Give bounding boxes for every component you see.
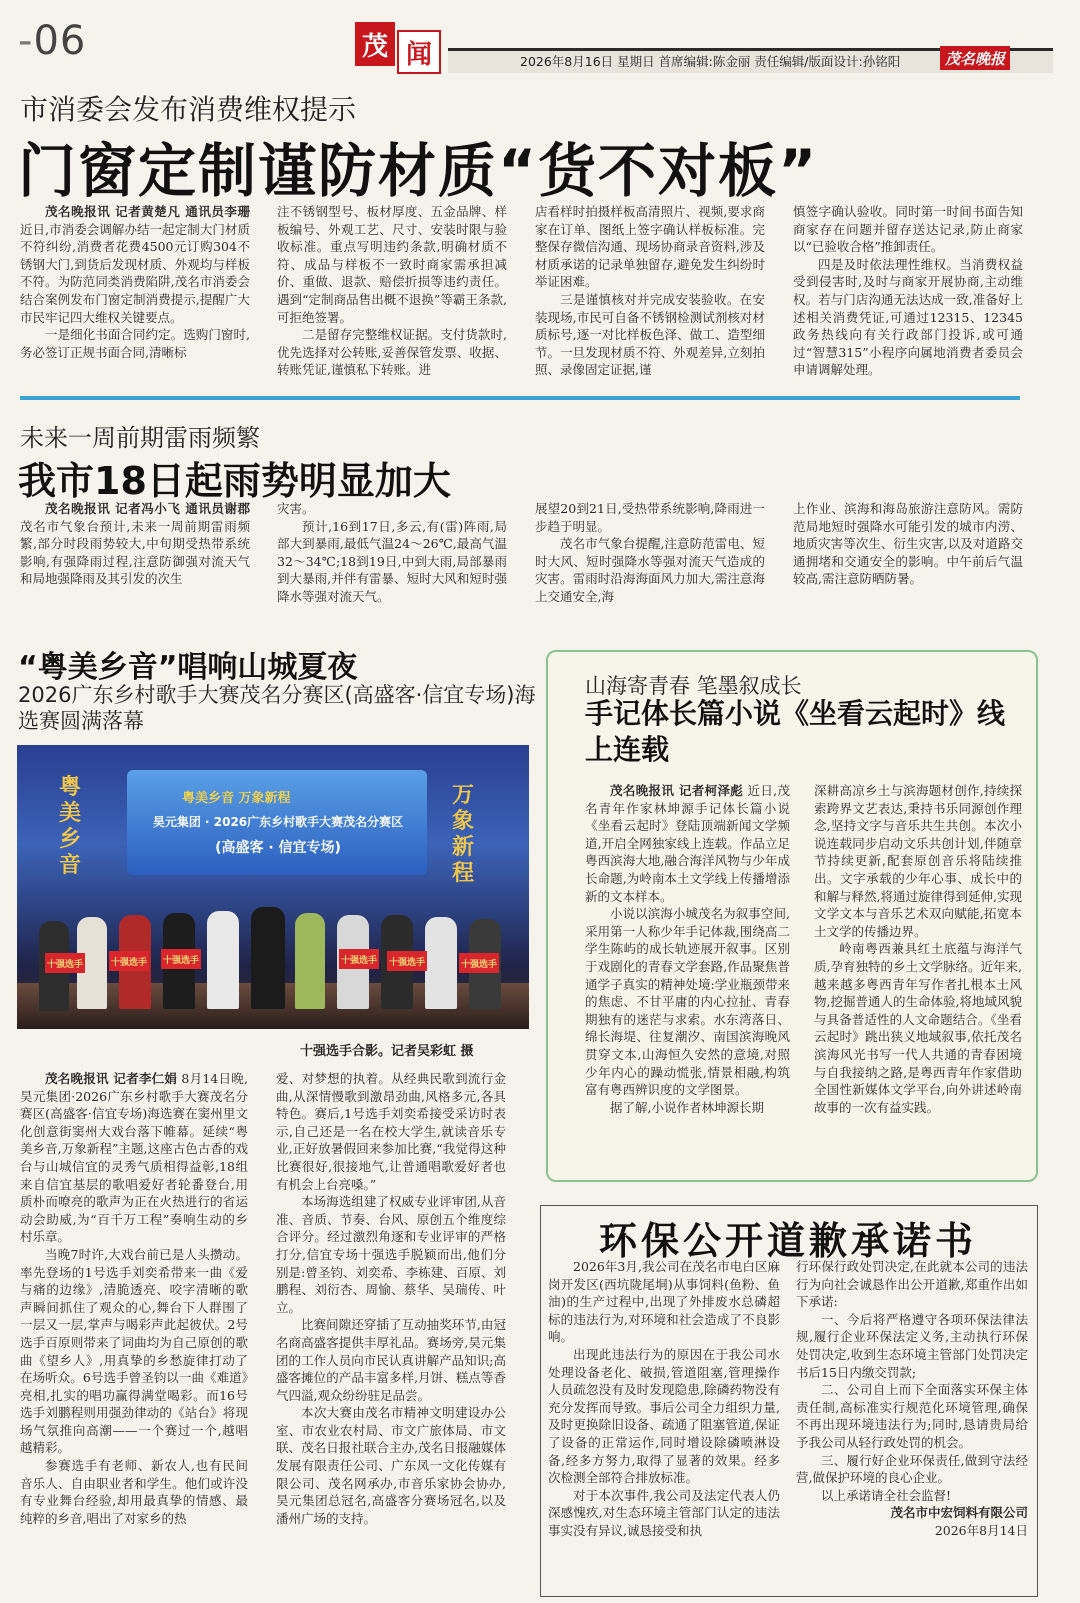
notice-title: 环保公开道歉承诺书 — [598, 1218, 977, 1263]
contestants-group — [39, 893, 509, 1003]
article1-byline: 茂名晚报讯 记者黄楚凡 通讯员李珊 — [45, 204, 250, 219]
notice-signature: 茂名市中宏饲料有限公司 — [890, 1505, 1028, 1521]
article2-col2: 灾害。 预计,16到17日,多云,有(雷)阵雨,局部大到暴雨,最低气温24～26℃,最高气温32～34℃;18到19日,中到大雨,局部暴雨到大暴雨,并伴有雷暴、短时大风和短时强降水等强对流天气。 — [277, 501, 507, 604]
person — [207, 911, 239, 1009]
award-sign: 十强选手 — [161, 949, 201, 969]
section-label-part2: 闻 — [397, 30, 441, 74]
article1-col4: 慎签字确认验收。同时第一时间书面告知商家存在问题并留存送达记录,防止商家以“已验收合格”推卸责任。 四是及时依法理性维权。当消费权益受到侵害时,及时与商家开展协商,主动维权。若与门店沟通无法达成一致,准备好上述相关消费凭证,可通过12315、12345政务热线向有关行政部门投诉,或可通过“智慧315”小程序向属地消费者委员会申请调解处理。 — [793, 204, 1023, 378]
article2-col3: 展望20到21日,受热带系统影响,降雨进一步趋于明显。 茂名市气象台提醒,注意防范雷电、短时大风、短时强降水等强对流天气造成的灾害。雷雨时沿海海面风力加大,需注意海上交通安全,海 — [535, 501, 765, 604]
article1-col2: 注不锈钢型号、板材厚度、五金品牌、样板编号、外观工艺、尺寸、安装时限与验收标准。重点写明违约条款,明确材质不符、成品与样板不一致时商家需承担减价、重做、退款、赔偿折损等违约责任。遇到“定制商品售出概不退换”等霸王条款,可拒绝签署。 二是留存完整维权证据。支付货款时,优先选择对公转账,妥善保管发票、收据、转账凭证,谨慎私下转账。进 — [277, 204, 507, 378]
newspaper-logo: 茂名晚报 — [940, 46, 1010, 70]
person — [295, 913, 325, 1009]
article1-col3: 店看样时拍摄样板高清照片、视频,要求商家在订单、图纸上签字确认样板标准。完整保存微信沟通、现场协商录音资料,涉及材质承诺的记录单独留存,避免发生纠纷时举证困难。 三是谨慎核对并完成安装验收。在安装现场,市民可自备不锈钢检测试剂核对材质标号,逐一对比样板色泽、做工、造型细节。一旦发现材质不符、外观差异,立刻拍照、录像固定证据,谨 — [535, 204, 765, 378]
article3-subtitle: 2026广东乡村歌手大赛茂名分赛区(高盛客·信宜专场)海选赛圆满落幕 — [18, 683, 536, 733]
notice-date: 2026年8月14日 — [934, 1522, 1028, 1538]
award-sign: 十强选手 — [109, 951, 149, 971]
page-number: -06 — [18, 18, 87, 64]
article4-byline: 茂名晚报讯 记者柯泽彪 — [610, 783, 744, 798]
award-sign: 十强选手 — [459, 953, 499, 973]
article4-title: 手记体长篇小说《坐看云起时》线上连载 — [585, 697, 1006, 766]
article3-title: “粤美乡音”唱响山城夏夜 — [18, 650, 358, 685]
award-sign: 十强选手 — [387, 951, 427, 971]
banner-slogan: 粤美乡音 万象新程 — [182, 791, 291, 806]
photo-caption: 十强选手合影。记者吴彩虹 摄 — [300, 1044, 474, 1059]
section-divider — [20, 396, 1020, 400]
article3-col1: 茂名晚报讯 记者李仁娟 8月14日晚,昊元集团·2026广东乡村歌手大赛茂名分赛区(高盛客·信宜专场)海选赛在窦州里文化创意街窦州大戏台落下帷幕。延续“粤美乡音,万象新程”主题,这座古色古香的戏台与山城信宜的灵秀气质相得益彰,18组来自信宜基层的歌唱爱好者轮番登台,用质朴而嘹亮的歌声为正在火热进行的省运动会助威,为“百千万工程”奏响生动的乡村乐章。 当晚7时许,大戏台前已是人头攒动。率先登场的1号选手刘奕希带来一曲《爱与痛的边缘》,清脆透亮、咬字清晰的歌声瞬间抓住了观众的心,舞台下人群围了一层又一层,掌声与喝彩声此起彼伏。2号选手百原则带来了词曲均为自己原创的歌曲《望乡人》,用真挚的乡愁旋律打动了在场听众。6号选手曾圣钧以一曲《难道》亮相,扎实的唱功赢得满堂喝彩。而16号选手刘鹏程则用强劲律动的《站台》将现场气氛推向高潮——一个赛过一个,越唱越精彩。 参赛选手有老师、新农人,也有民间音乐人、自由职业者和学生。他们或许没有专业舞台经验,却用最真挚的情感、最纯粹的乡音,唱出了对家乡的热 — [20, 1071, 248, 1526]
article2-col4: 上作业、滨海和海岛旅游注意防风。需防范局地短时强降水可能引发的城市内涝、地质灾害等次生、衍生灾害,以及对道路交通拥堵和交通安全的影响。中午前后气温较高,需注意防晒防暑。 — [793, 501, 1023, 587]
photo-side-right-text: 万象新程 — [452, 783, 475, 886]
news-photo — [17, 745, 529, 1029]
article4-kicker: 山海寄青春 笔墨叙成长 — [585, 674, 802, 698]
award-sign: 十强选手 — [339, 949, 379, 969]
notice-col2: 行环保行政处罚决定,在此就本公司的违法行为向社会诚恳作出公开道歉,郑重作出如下承诺: 一、今后将严格遵守各项环保法律法规,履行企业环保法定义务,主动执行环保处罚决定,收到生态环境主管部门处罚决定书后15日内缴交罚款; 二、公司自上而下全面落实环保主体责任制,高标准实行规范化环境管理,确保不再出现环境违法行为;同时,恳请贵局给予我公司从轻行政处罚的机会。 三、履行好企业环保责任,做到守法经营,做保护环境的良心企业。 以上承诺请全社会监督! 茂名市中宏饲料有限公司 2026年8月14日 — [796, 1259, 1028, 1538]
article2-title: 我市18日起雨势明显加大 — [18, 459, 451, 503]
article3-byline: 茂名晚报讯 记者李仁娟 — [45, 1071, 178, 1086]
section-label-part1: 茂 — [355, 22, 395, 66]
article4-col2: 深耕高凉乡土与滨海题材创作,持续探索跨界文艺表达,秉持书乐同源创作理念,坚持文字与音乐共生共创。本次小说连载同步启动文乐共创计划,伴随章节持续更新,配套原创音乐将陆续推出。文字承载的少年心事、成长中的和解与释然,将通过旋律得到延伸,实现文学文本与音乐艺术双向赋能,拓宽本土文学的传播边界。 岭南粤西兼具红土底蕴与海洋气质,孕育独特的乡土文学脉络。近年来,越来越多粤西青年写作者扎根本土风物,挖掘普通人的生命体验,将地域风貌与具备普适性的人文命题结合。《坐看云起时》跳出狭义地域叙事,依托茂名滨海风光书写一代人共通的青春困境与自我接纳之路,是粤西青年作家借助全国性新媒体文学平台,向外讲述岭南故事的一次有益实践。 — [814, 783, 1022, 1115]
article2-kicker: 未来一周前期雷雨频繁 — [20, 424, 260, 452]
award-sign: 十强选手 — [45, 953, 85, 973]
banner-main-text: 昊元集团 · 2026广东乡村歌手大赛茂名分赛区 — [152, 815, 404, 829]
article1-title: 门窗定制谨防材质“货不对板” — [18, 137, 819, 205]
article2-col1: 茂名晚报讯 记者冯小飞 通讯员谢郡 茂名市气象台预计,未来一周前期雷雨频繁,部分时段雨势较大,中旬期受热带系统影响,有强降雨过程,注意防御强对流天气和局地强降雨及其引发的次生 — [20, 501, 250, 587]
article1-col1: 茂名晚报讯 记者黄楚凡 通讯员李珊 近日,市消委会调解办结一起定制大门材质不符纠纷,消费者花费4500元订购304不锈钢大门,到货后发现材质、外观均与样板不符。为防范同类消费陷阱,茂名市消委会结合案例发布门窗定制消费提示,提醒广大市民牢记四大维权关键要点。 一是细化书面合同约定。选购门窗时,务必签订正规书面合同,清晰标 — [20, 204, 250, 360]
article1-kicker: 市消委会发布消费维权提示 — [20, 93, 357, 126]
article3-col2: 爱、对梦想的执着。从经典民歌到流行金曲,从深情慢歌到激昂劲曲,风格多元,各具特色。赛后,1号选手刘奕希接受采访时表示,自己还是一名在校大学生,就读音乐专业,正好放暑假回来参加比赛,“我觉得这种比赛很好,很接地气,让普通唱歌爱好者也有机会上台亮嗓。” 本场海选组建了权威专业评审团,从音准、音质、节奏、台风、原创五个维度综合评分。经过激烈角逐和专业评审的严格打分,信宜专场十强选手脱颖而出,他们分别是:曾圣钧、刘奕希、李栋建、百原、刘鹏程、刘衍杏、周愉、蔡华、吴瑞传、叶立。 比赛间隙还穿插了互动抽奖环节,由冠名商高盛客提供丰厚礼品。赛场旁,昊元集团的工作人员向市民认真讲解产品知识;高盛客摊位的产品丰富多样,月饼、糕点等香气四溢,观众纷纷驻足品尝。 本次大赛由茂名市精神文明建设办公室、市农业农村局、市文广旅体局、市文联、茂名日报社联合主办,茂名日报融媒体发展有限责任公司、广东凤一文化传媒有限公司、茂名网承办,市音乐家协会协办,昊元集团总冠名,高盛客分赛场冠名,以及潘州广场的支持。 — [276, 1071, 506, 1526]
person — [251, 907, 285, 1009]
person — [425, 917, 457, 1009]
header-info: 2026年8月16日 星期日 首席编辑:陈金丽 责任编辑/版面设计:孙铭阳 — [520, 54, 901, 69]
article2-byline: 茂名晚报讯 记者冯小飞 通讯员谢郡 — [45, 501, 250, 516]
banner-sub-text: (高盛客 · 信宜专场) — [215, 840, 341, 856]
article4-col1: 茂名晚报讯 记者柯泽彪 近日,茂名青年作家林坤源手记体长篇小说《坐看云起时》登陆顶端新闻文学频道,开启全网独家线上连载。作品立足粤西滨海大地,融合海洋风物与少年成长命题,为岭南本土文学线上传播增添新的文本样本。 小说以滨海小城茂名为叙事空间,采用第一人称少年手记体裁,围绕高二学生陈屿的成长轨迹展开叙事。区别于戏剧化的青春文学套路,作品聚焦普通学子真实的精神处境:学业瓶颈带来的焦虑、不甘平庸的内心拉扯、青春期独有的迷茫与求索。水东湾落日、绵长海堤、往复潮汐、南国滨海晚风贯穿文本,山海恒久安然的意境,对照少年内心的躁动慌张,情景相融,构筑富有粤西辨识度的文学图景。 据了解,小说作者林坤源长期 — [585, 783, 790, 1115]
notice-col1: 2026年3月,我公司在茂名市电白区麻岗开发区(西坑陇尾垌)从事饲料(鱼粉、鱼油)的生产过程中,出现了外排废水总磷超标的违法行为,对环境和社会造成了不良影响。 出现此违法行为的原因在于我公司水处理设备老化、破损,管道阻塞,管理操作人员疏忽没有及时发现隐患,除磷药物没有充分发挥而导致。事后公司全力组织力量,及时更换除旧设备、疏通了阻塞管道,保证了设备的正常运作,同时增设除磷喷淋设备,经多方努力,取得了显著的效果。经多次检测全部符合排放标准。 对于本次事件,我公司及法定代表人仍深感愧疚,对生态环境主管部门认定的违法事实没有异议,诚恳接受和执 — [548, 1259, 780, 1538]
photo-side-left-text: 粤美乡音 — [59, 775, 82, 878]
